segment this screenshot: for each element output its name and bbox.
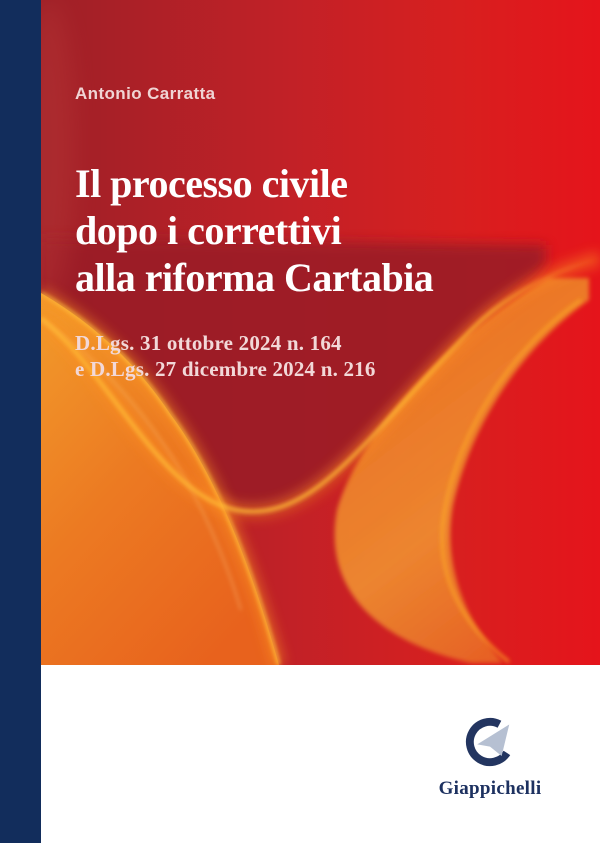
book-title — [75, 160, 433, 301]
publisher-footer — [41, 665, 600, 843]
author-name: Antonio Carratta — [75, 84, 216, 103]
giappichelli-g-icon — [462, 714, 518, 770]
title-line-2: dopo i correttivi — [75, 208, 342, 253]
book-subtitle — [75, 330, 376, 382]
subtitle-line-1: D.Lgs. 31 ottobre 2024 n. 164 — [75, 331, 342, 355]
title-line-3: alla riforma Cartabia — [75, 255, 434, 300]
spine-stripe — [0, 0, 41, 843]
cover-artwork — [41, 0, 600, 665]
title-line-1: Il processo civile — [75, 161, 348, 206]
subtitle-line-2: e D.Lgs. 27 dicembre 2024 n. 216 — [75, 357, 376, 381]
publisher-name: Giappichelli — [438, 778, 542, 799]
publisher-logo — [415, 714, 565, 800]
